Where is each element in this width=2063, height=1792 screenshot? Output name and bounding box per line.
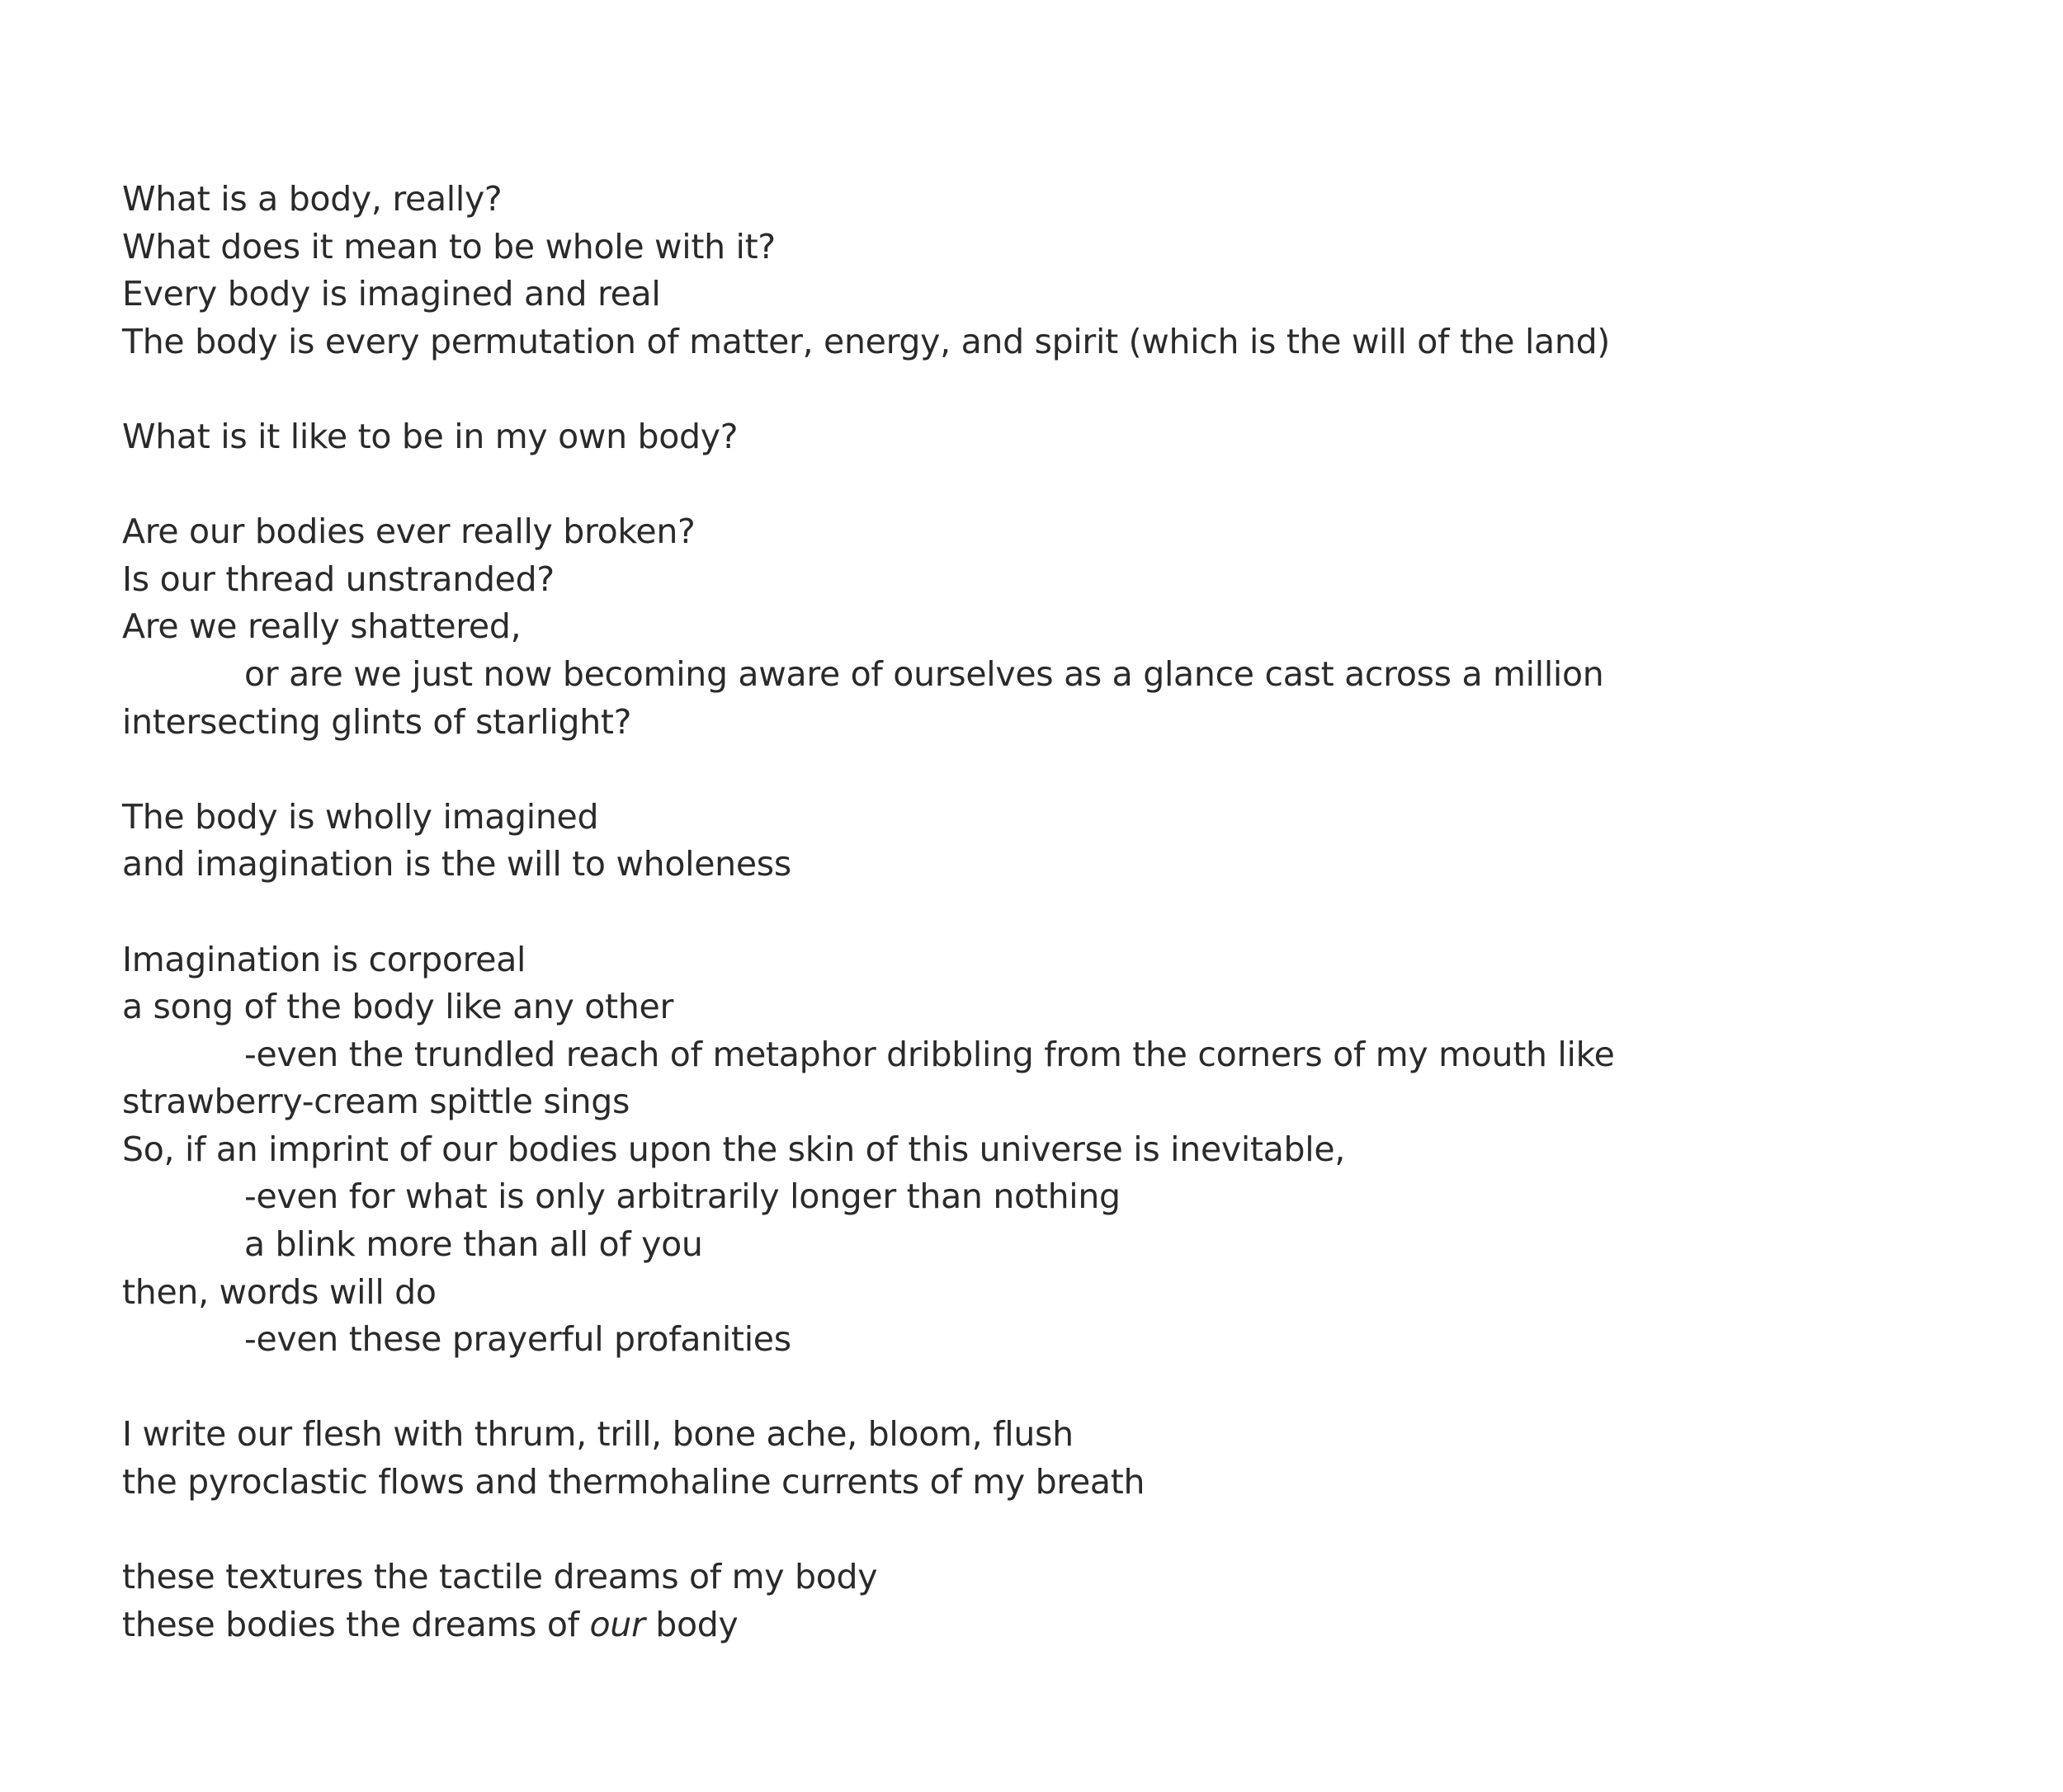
stanza-break	[122, 1507, 1979, 1554]
poem-line-indented: a blink more than all of you	[244, 1224, 703, 1265]
poem-line: Are our bodies ever really broken?	[122, 512, 696, 552]
poem-line: Are we really shattered,	[122, 606, 522, 647]
final-line-start: these bodies the dreams of	[122, 1604, 590, 1644]
poem-line: So, if an imprint of our bodies upon the skin of this universe is inevitable,	[122, 1129, 1346, 1169]
stanza-break	[122, 889, 1979, 936]
poem-line: What does it mean to be whole with it?	[122, 226, 776, 266]
stanza-break	[122, 365, 1979, 413]
poem-line-indented: -even for what is only arbitrarily longer than nothing	[244, 1177, 1121, 1217]
poem-line: What is a body, really?	[122, 179, 503, 219]
poem-line: the pyroclastic flows and thermohaline currents of my breath	[122, 1462, 1145, 1502]
poem-line: then, words will do	[122, 1271, 437, 1312]
stanza-break	[122, 746, 1979, 794]
stanza-break	[122, 461, 1979, 509]
poem-line: The body is wholly imagined	[122, 796, 599, 837]
poem-line: and imagination is the will to wholeness	[122, 844, 791, 884]
poem-line-indented: -even the trundled reach of metaphor dribbling from the corners of my mouth like	[244, 1034, 1615, 1074]
poem-line-indented: or are we just now becoming aware of ourselves as a glance cast across a million	[244, 653, 1604, 694]
poem-line: these textures the tactile dreams of my body	[122, 1557, 878, 1597]
poem-line-indented: -even these prayerful profanities	[244, 1319, 791, 1360]
poem-line: What is it like to be in my own body?	[122, 416, 739, 456]
final-line-end: body	[644, 1604, 739, 1644]
poem-line: Is our thread unstranded?	[122, 559, 555, 599]
poem-line: strawberry-cream spittle sings	[122, 1082, 630, 1122]
poem-line: I write our flesh with thrum, trill, bone ache, bloom, flush	[122, 1414, 1074, 1455]
poem-body	[122, 176, 1979, 1648]
poem-line: The body is every permutation of matter, energy, and spirit (which is the will of the land)	[122, 321, 1610, 361]
poem-line: Imagination is corporeal	[122, 939, 526, 979]
poem-line: intersecting glints of starlight?	[122, 701, 632, 742]
stanza-break	[122, 1364, 1979, 1412]
emphasized-word: our	[589, 1604, 645, 1644]
poem-line: a song of the body like any other	[122, 987, 674, 1027]
poem-line: Every body is imagined and real	[122, 274, 661, 314]
poem-line-final	[122, 1601, 1979, 1649]
